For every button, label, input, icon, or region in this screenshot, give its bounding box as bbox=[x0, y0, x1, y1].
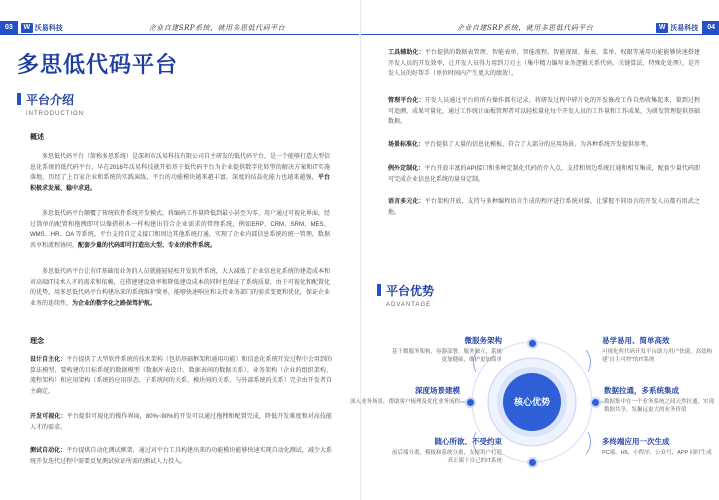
page-title: 多思低代码平台 bbox=[17, 52, 179, 77]
node-dot-icon bbox=[590, 397, 601, 408]
node-dot-icon bbox=[465, 397, 476, 408]
advantage-item-text: 深入业务场景，帮助客户梳理及优化业务流程 bbox=[350, 399, 461, 405]
concept-label: 理念 bbox=[30, 338, 44, 345]
advantage-item-text: 前后端分离，模板和系统分离，支持用户打造真正属于自己的IT系统 bbox=[392, 450, 503, 464]
node-dot-icon bbox=[527, 457, 538, 468]
advantage-item bbox=[392, 436, 502, 465]
advantage-item-text: 数据集中在一个业务系统之间天然拉通，实现数据共享，发掘远更大的业务价值 bbox=[604, 399, 715, 413]
concept-item-label: 开发可视化： bbox=[30, 414, 67, 420]
concept-item-label: 设计自主化： bbox=[30, 357, 67, 363]
advantage-item-text: 可视化所代码开发平台助力用户快速、高效构建“自主可控”的IT系统 bbox=[602, 349, 713, 363]
concept-item-label: 测试自动化： bbox=[30, 448, 67, 454]
advantage-title: 平台优势 bbox=[386, 284, 435, 298]
node-dot-icon bbox=[527, 338, 538, 349]
advantage-item bbox=[602, 436, 712, 457]
advantage-item-text: PC端、H5、小程序、公众号、APP 同时生成 bbox=[602, 450, 712, 456]
concept-item-label: 例外定制化： bbox=[388, 166, 425, 172]
concept-item-text: 平台提供自动化测试框架，通过对平台工具构建出来的功能模块能够快速实现自动化测试，减少大系统开发迭代过程中需要反复测试验证所需的测试人力投入。 bbox=[30, 448, 332, 465]
advantage-item-title: 数据拉通，多系统集成 bbox=[604, 386, 679, 395]
concept-item-label: 语言多元化： bbox=[388, 199, 425, 205]
advantage-subtitle: ADVANTAGE bbox=[386, 302, 432, 308]
overview-p3-text: 多思低代码平台让有IT基础很业务的人员就能轻轻松开发软件系统，大大减低了企业信息化系统的建造成本和对高端IT技术人才的需求和依赖，在搭建建设效率和降低建设成本的同时也保证了系统质量，由于可视化和配置化的优势，用多思低代码平台构建出来的系统维护简单，能够快速响应和支持业务部门的需求变更和优化，保证企业业务的连续性， bbox=[30, 269, 331, 307]
concept-item-label: 工具辅助化： bbox=[388, 50, 425, 56]
concept-item-text: 平台提供可视化的操作界面，80%~90%的开发可以通过拖拽和配置完成，降低开发难度和对高技能人才的需求。 bbox=[30, 414, 332, 431]
overview-p1-emphasis: 平台积极求发展、稳中求进。 bbox=[30, 175, 330, 192]
concept-item-text: 平台开放丰富的API接口和多种定制化代码的介入点，支持和周边系统打通和相互集成，配套少量代码即可完成企业信息化系统的量身定制。 bbox=[388, 166, 700, 183]
overview-p3-emphasis: 为企业的数字化之路保驾护航。 bbox=[72, 300, 157, 307]
logo-mark-icon: W bbox=[21, 23, 33, 33]
advantage-item bbox=[602, 335, 712, 364]
overview-p1-text: 多思低代码平台（简称多思系统）是深圳市沃易科技有限公司自主研发的低代码平台，是一个能够打造大型信息化系统的低代码平台，早在2016年沃易科技就开始基于低代码平台为企业提供数字化转型的解决方案和IT实施落地，历经了上百家企业和系统的实践演练，平台的功能模块越来越丰富，深度的结晶化能力也越来越强， bbox=[30, 154, 331, 181]
page-number: 03 bbox=[0, 21, 18, 34]
logo-name: 沃易科技 bbox=[670, 24, 699, 32]
connector-line bbox=[586, 432, 591, 454]
connector-line bbox=[586, 350, 591, 372]
concept-item-text: 平台提供的数据表管理、智能表单、智能流程、智能视图、报表、菜单、权限等通用功能能够快速搭建开发人员的开发效率，让开发人员得力用到刀刃上（集中精力编写业务逻辑关系代码、关键算法、特殊化处理），是开发人员的好帮手（单位时间内产生更大的绩效）。 bbox=[388, 50, 700, 77]
advantage-item-text: 基于微服务架构，容器部署，服务独立，系统更加健硕，维护更加简单 bbox=[392, 349, 503, 363]
concept-item-text: 开发人员通过平台的所有操作都有记录，将研发过程中碎片化的开发修改工作自然收集起来，量到过程可追溯、成果可量化，通过工作统计面板管理者可以轻松量化每个开发人员的工作量和工作成果，为研发管理提供基础数据。 bbox=[388, 98, 701, 125]
core-advantage-circle: 核心优势 bbox=[503, 373, 561, 431]
header-slogan: 企业自建SRP系统，就用多思低代码平台 bbox=[456, 23, 594, 32]
overview-label: 概述 bbox=[30, 134, 44, 141]
concept-item-text: 平台提供了大量的信息化模板，符合了大部分的应用场景，为各种系统开发提供参考。 bbox=[424, 142, 653, 148]
advantage-item bbox=[604, 385, 714, 414]
advantage-item bbox=[392, 335, 502, 364]
concept-item-label: 场景标准化： bbox=[388, 142, 425, 148]
concept-item-text: 平台架构开放，支持与多种编程语言生成的程序进行系统对接，让掌握不同语言的开发人员都有用武之地。 bbox=[388, 199, 700, 216]
overview-p2-emphasis: 配套少量的代码即可打造出大型、专业的软件系统。 bbox=[78, 242, 217, 249]
advantage-item-title: 多终端应用一次生成 bbox=[602, 437, 670, 446]
intro-subtitle: INTRODUCTION bbox=[26, 111, 84, 117]
intro-title: 平台介绍 bbox=[26, 93, 75, 107]
advantage-item-title: 随心所欲、不受约束 bbox=[434, 437, 502, 446]
page-number: 04 bbox=[702, 21, 719, 34]
advantage-item-title: 易学易用、简单高效 bbox=[602, 336, 670, 345]
overview-p2-text: 多思低代码平台颠覆了传统软件系统开发模式，将编码工作量降低到最小甚至为零，用户通过可视化界面，经过简单的配置和拖拽即可以像搭积木一样构建出符合企业需求的管理系统，例如ERP、CRM、SRM、MES、WMS、HR、OA 等系统。平台支持自定义接口和周边其他系统打通，实现了企业内部信息系统的统一管理，数据共享和流程协同， bbox=[30, 211, 331, 249]
advantage-item-title: 微服务架构 bbox=[464, 336, 502, 345]
advantage-item-title: 深度场景建模 bbox=[415, 386, 460, 395]
concept-item-text: 平台提供了大型软件系统的技术架构（包括基础框架和通用功能）和信息化系统开发过程中会用到的算法模型、要构建的目标系统的数据模型（数据库表设计、数据表间的数据关系）、业务架构（企业的组织架构、流程架构）和应用架构（系统的应用形态、子系统间的关系、模块间的关系、与外部系统的关系）完全由开发者自主确定。 bbox=[30, 357, 332, 395]
header-slogan: 企业自建SRP系统，就用多思低代码平台 bbox=[148, 23, 286, 32]
advantage-item bbox=[350, 385, 460, 406]
concept-item-label: 管理平台化： bbox=[388, 98, 425, 104]
logo-name: 沃易科技 bbox=[34, 24, 63, 32]
logo-mark-icon: W bbox=[656, 23, 668, 33]
